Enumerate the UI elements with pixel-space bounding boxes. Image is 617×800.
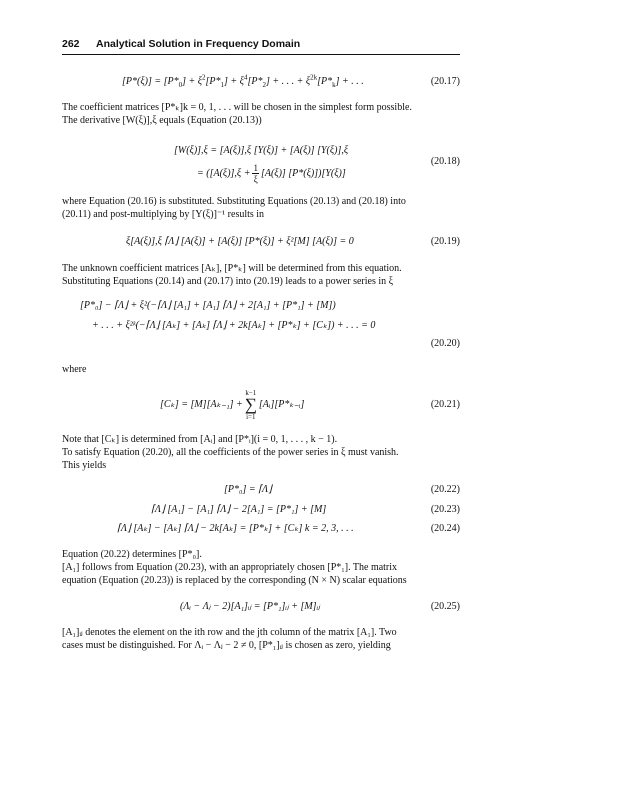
equation-20-17 xyxy=(122,73,364,89)
fraction-numerator: 1 xyxy=(253,163,258,173)
eq-20-20-line1: [P*₀] − ⌈Λ⌋ + ξ²(−⌈Λ⌋ [A₁] + [A₁] ⌈Λ⌋ + 2[A₁] + [P*₁] + [M]) xyxy=(80,300,336,311)
equation-20-20-line1 xyxy=(80,300,336,312)
eq-20-24-text: ⌈Λ⌋ [Aₖ] − [Aₖ] ⌈Λ⌋ − 2k[Aₖ] = [P*ₖ] + [Cₖ] k = 2, 3, . . . xyxy=(117,523,354,534)
eq-20-17-pow3: 2k xyxy=(310,73,318,82)
eq-20-17-sub3: k xyxy=(332,81,336,89)
equation-number: (20.18) xyxy=(430,156,460,167)
equation-number: (20.25) xyxy=(430,601,460,612)
paragraph-line: equation (Equation (20.23)) is replaced by the corresponding (N × N) scalar equations xyxy=(62,575,407,586)
paragraph-line: (20.11) and post-multiplying by [Y(ξ)]⁻¹ results in xyxy=(62,209,265,220)
fraction xyxy=(252,163,259,184)
paragraph-line: The coefficient matrices [P*ₖ]k = 0, 1, . . . will be chosen in the simplest form possible. xyxy=(62,102,412,113)
eq-20-21-lhs: [Cₖ] = [M][Aₖ₋₁] + xyxy=(160,399,243,410)
page-number: 262 xyxy=(62,38,80,50)
eq-20-17-sub2: 2 xyxy=(262,81,266,89)
eq-20-17-sub0: 0 xyxy=(178,81,183,89)
paragraph-line: The unknown coefficient matrices [Aₖ], [P*ₖ] will be determined from this equation. xyxy=(62,263,402,274)
equation-20-21 xyxy=(160,386,304,424)
paragraph-line: where Equation (20.16) is substituted. Substituting Equations (20.13) and (20.18) into xyxy=(62,196,406,207)
equation-20-25 xyxy=(180,601,320,613)
eq-20-17-t1: ] + ξ xyxy=(182,76,203,87)
equation-20-24 xyxy=(117,523,354,535)
equation-20-22 xyxy=(224,484,272,496)
sum-lower-limit: i=1 xyxy=(246,412,256,421)
equation-number: (20.17) xyxy=(430,76,460,87)
eq-20-19-text: ξ[A(ξ)],ξ ⌈Λ⌋ [A(ξ)] + [A(ξ)] [P*(ξ)] + ξ²[M] [A(ξ)] = 0 xyxy=(126,236,354,247)
equation-number: (20.20) xyxy=(430,338,460,349)
equation-number: (20.22) xyxy=(430,484,460,495)
equation-20-18-line2 xyxy=(197,163,346,184)
eq-20-17-t6: [P* xyxy=(317,76,333,87)
eq-20-17-pow2: 4 xyxy=(243,73,248,82)
eq-20-17-t4: [P* xyxy=(247,76,263,87)
equation-20-20-line2 xyxy=(92,320,375,332)
eq-20-25-text: (Λᵢ − Λⱼ − 2)[A₁]ᵢⱼ = [P*₁]ᵢⱼ + [M]ᵢⱼ xyxy=(180,601,320,612)
equation-number: (20.23) xyxy=(430,504,460,515)
eq-20-17-lhs: [P*(ξ)] = [P* xyxy=(122,76,179,87)
equation-20-23 xyxy=(151,504,326,516)
running-header xyxy=(62,38,460,52)
summation xyxy=(245,389,257,421)
eq-20-17-t7: ] + . . . xyxy=(335,76,364,87)
paragraph-line: Equation (20.22) determines [P*₀]. xyxy=(62,549,202,560)
paragraph-line: [A₁] follows from Equation (20.23), with an appropriately chosen [P*₁]. The matrix xyxy=(62,562,398,573)
eq-20-20-line2: + . . . + ξ²ᵏ(−⌈Λ⌋ [Aₖ] + [Aₖ] ⌈Λ⌋ + 2k[Aₖ] + [P*ₖ] + [Cₖ]) + . . . = 0 xyxy=(92,320,376,331)
eq-20-17-t3: ] + ξ xyxy=(224,76,244,87)
eq-20-17-t5: ] + . . . + ξ xyxy=(265,76,311,87)
fraction-denominator: ξ xyxy=(253,174,258,184)
eq-20-17-t2: [P* xyxy=(205,76,221,87)
paragraph-line: The derivative [W(ξ)],ξ equals (Equation (20.13)) xyxy=(62,115,262,126)
paragraph-line: [A₁]ᵢⱼ denotes the element on the ith row and the jth column of the matrix [A₁]. Two xyxy=(62,627,397,638)
sum-upper-limit: k−1 xyxy=(245,388,257,397)
eq-20-18-line2-a: = ([A(ξ)],ξ + xyxy=(197,167,251,179)
header-rule xyxy=(62,54,460,55)
eq-20-23-text: ⌈Λ⌋ [A₁] − [A₁] ⌈Λ⌋ − 2[A₁] = [P*₁] + [M] xyxy=(151,504,327,515)
eq-20-21-rhs: [Aᵢ][P*ₖ₋ᵢ] xyxy=(258,399,305,410)
equation-number: (20.19) xyxy=(430,236,460,247)
equation-number: (20.21) xyxy=(430,399,460,410)
equation-20-19 xyxy=(126,236,354,248)
running-title: Analytical Solution in Frequency Domain xyxy=(96,38,301,50)
paragraph-line: Note that [Cₖ] is determined from [Aᵢ] and [P*ᵢ](i = 0, 1, . . . , k − 1). xyxy=(62,434,338,445)
eq-20-18-line2-b: [A(ξ)] [P*(ξ)])[Y(ξ)] xyxy=(260,167,346,179)
sigma-symbol: ∑ xyxy=(244,394,257,414)
paragraph-line: To satisfy Equation (20.20), all the coefficients of the power series in ξ must vanish. xyxy=(62,447,399,458)
equation-number: (20.24) xyxy=(430,523,460,534)
paragraph-line: Substituting Equations (20.14) and (20.17) into (20.19) leads to a power series in ξ xyxy=(62,276,394,287)
eq-20-18-line1: [W(ξ)],ξ = [A(ξ)],ξ [Y(ξ)] + [A(ξ)] [Y(ξ)],ξ xyxy=(174,145,349,156)
where-label: where xyxy=(62,364,87,375)
equation-20-18-line1 xyxy=(174,145,348,157)
paragraph-line: cases must be distinguished. For Λᵢ − Λⱼ − 2 ≠ 0, [P*₁]ᵢⱼ is chosen as zero, yielding xyxy=(62,640,391,651)
eq-20-17-sub1: 1 xyxy=(220,81,225,89)
eq-20-17-pow1: 2 xyxy=(202,73,206,82)
eq-20-22-text: [P*₀] = ⌈Λ⌋ xyxy=(224,484,272,495)
paragraph-line: This yields xyxy=(62,460,107,471)
